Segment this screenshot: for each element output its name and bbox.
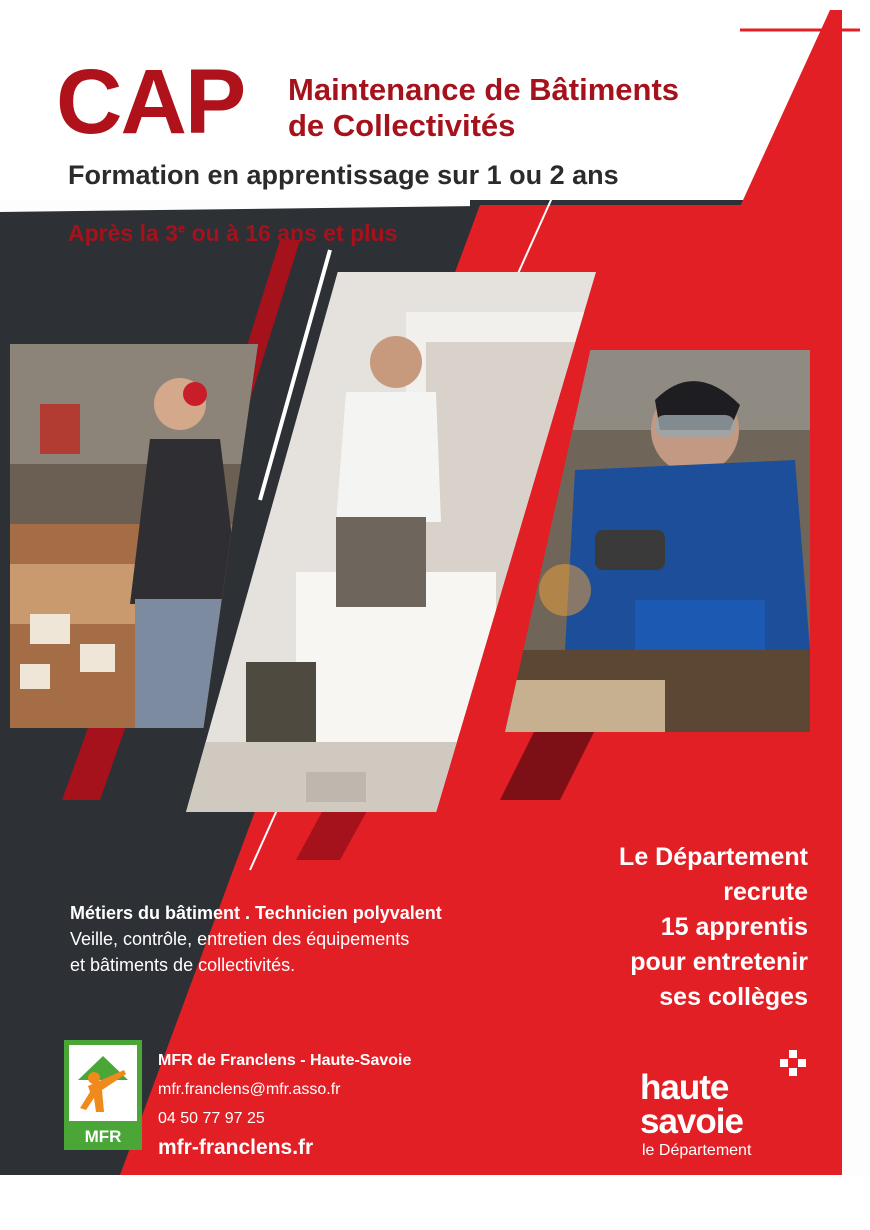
contact-org: MFR de Franclens - Haute-Savoie bbox=[158, 1052, 412, 1069]
contact-email[interactable]: mfr.franclens@mfr.asso.fr bbox=[158, 1081, 341, 1098]
metiers-line-3: et bâtiments de collectivités. bbox=[70, 955, 296, 975]
contact-info bbox=[158, 1046, 411, 1162]
departement-label: le Département bbox=[642, 1142, 752, 1159]
cap-heading: CAP bbox=[56, 51, 245, 153]
age-requirement bbox=[68, 220, 397, 247]
recruitment-message bbox=[508, 840, 808, 1015]
savoie-word: savoie bbox=[640, 1102, 743, 1141]
recrute-line-5: ses collèges bbox=[659, 983, 808, 1011]
mfr-logo-text: MFR bbox=[84, 1127, 122, 1146]
title-line-1: Maintenance de Bâtiments bbox=[288, 72, 680, 107]
haute-savoie-logo bbox=[640, 1050, 820, 1165]
title-line-2: de Collectivités bbox=[288, 108, 516, 143]
age-sup: e bbox=[177, 220, 186, 236]
haute-word: haute bbox=[640, 1068, 729, 1107]
metiers-line-2: Veille, contrôle, entretien des équipements bbox=[70, 929, 410, 949]
cross-squares-icon bbox=[780, 1050, 806, 1076]
age-suffix: ou à 16 ans et plus bbox=[185, 220, 398, 246]
recrute-line-4: pour entretenir bbox=[630, 948, 808, 976]
formation-subtitle: Formation en apprentissage sur 1 ou 2 ans bbox=[68, 160, 619, 190]
contact-phone: 04 50 77 97 25 bbox=[158, 1110, 265, 1127]
recrute-line-1: Le Département bbox=[619, 843, 808, 871]
age-prefix: Après la 3 bbox=[68, 220, 178, 246]
contact-website-link[interactable]: mfr-franclens.fr bbox=[158, 1136, 314, 1159]
metiers-line-1: Métiers du bâtiment . Technicien polyvalent bbox=[70, 903, 442, 923]
mfr-logo bbox=[64, 1040, 142, 1150]
formation-title bbox=[288, 72, 679, 144]
recrute-line-2: recrute bbox=[723, 878, 808, 906]
recrute-line-3: 15 apprentis bbox=[660, 913, 808, 941]
metiers-description bbox=[70, 900, 442, 978]
